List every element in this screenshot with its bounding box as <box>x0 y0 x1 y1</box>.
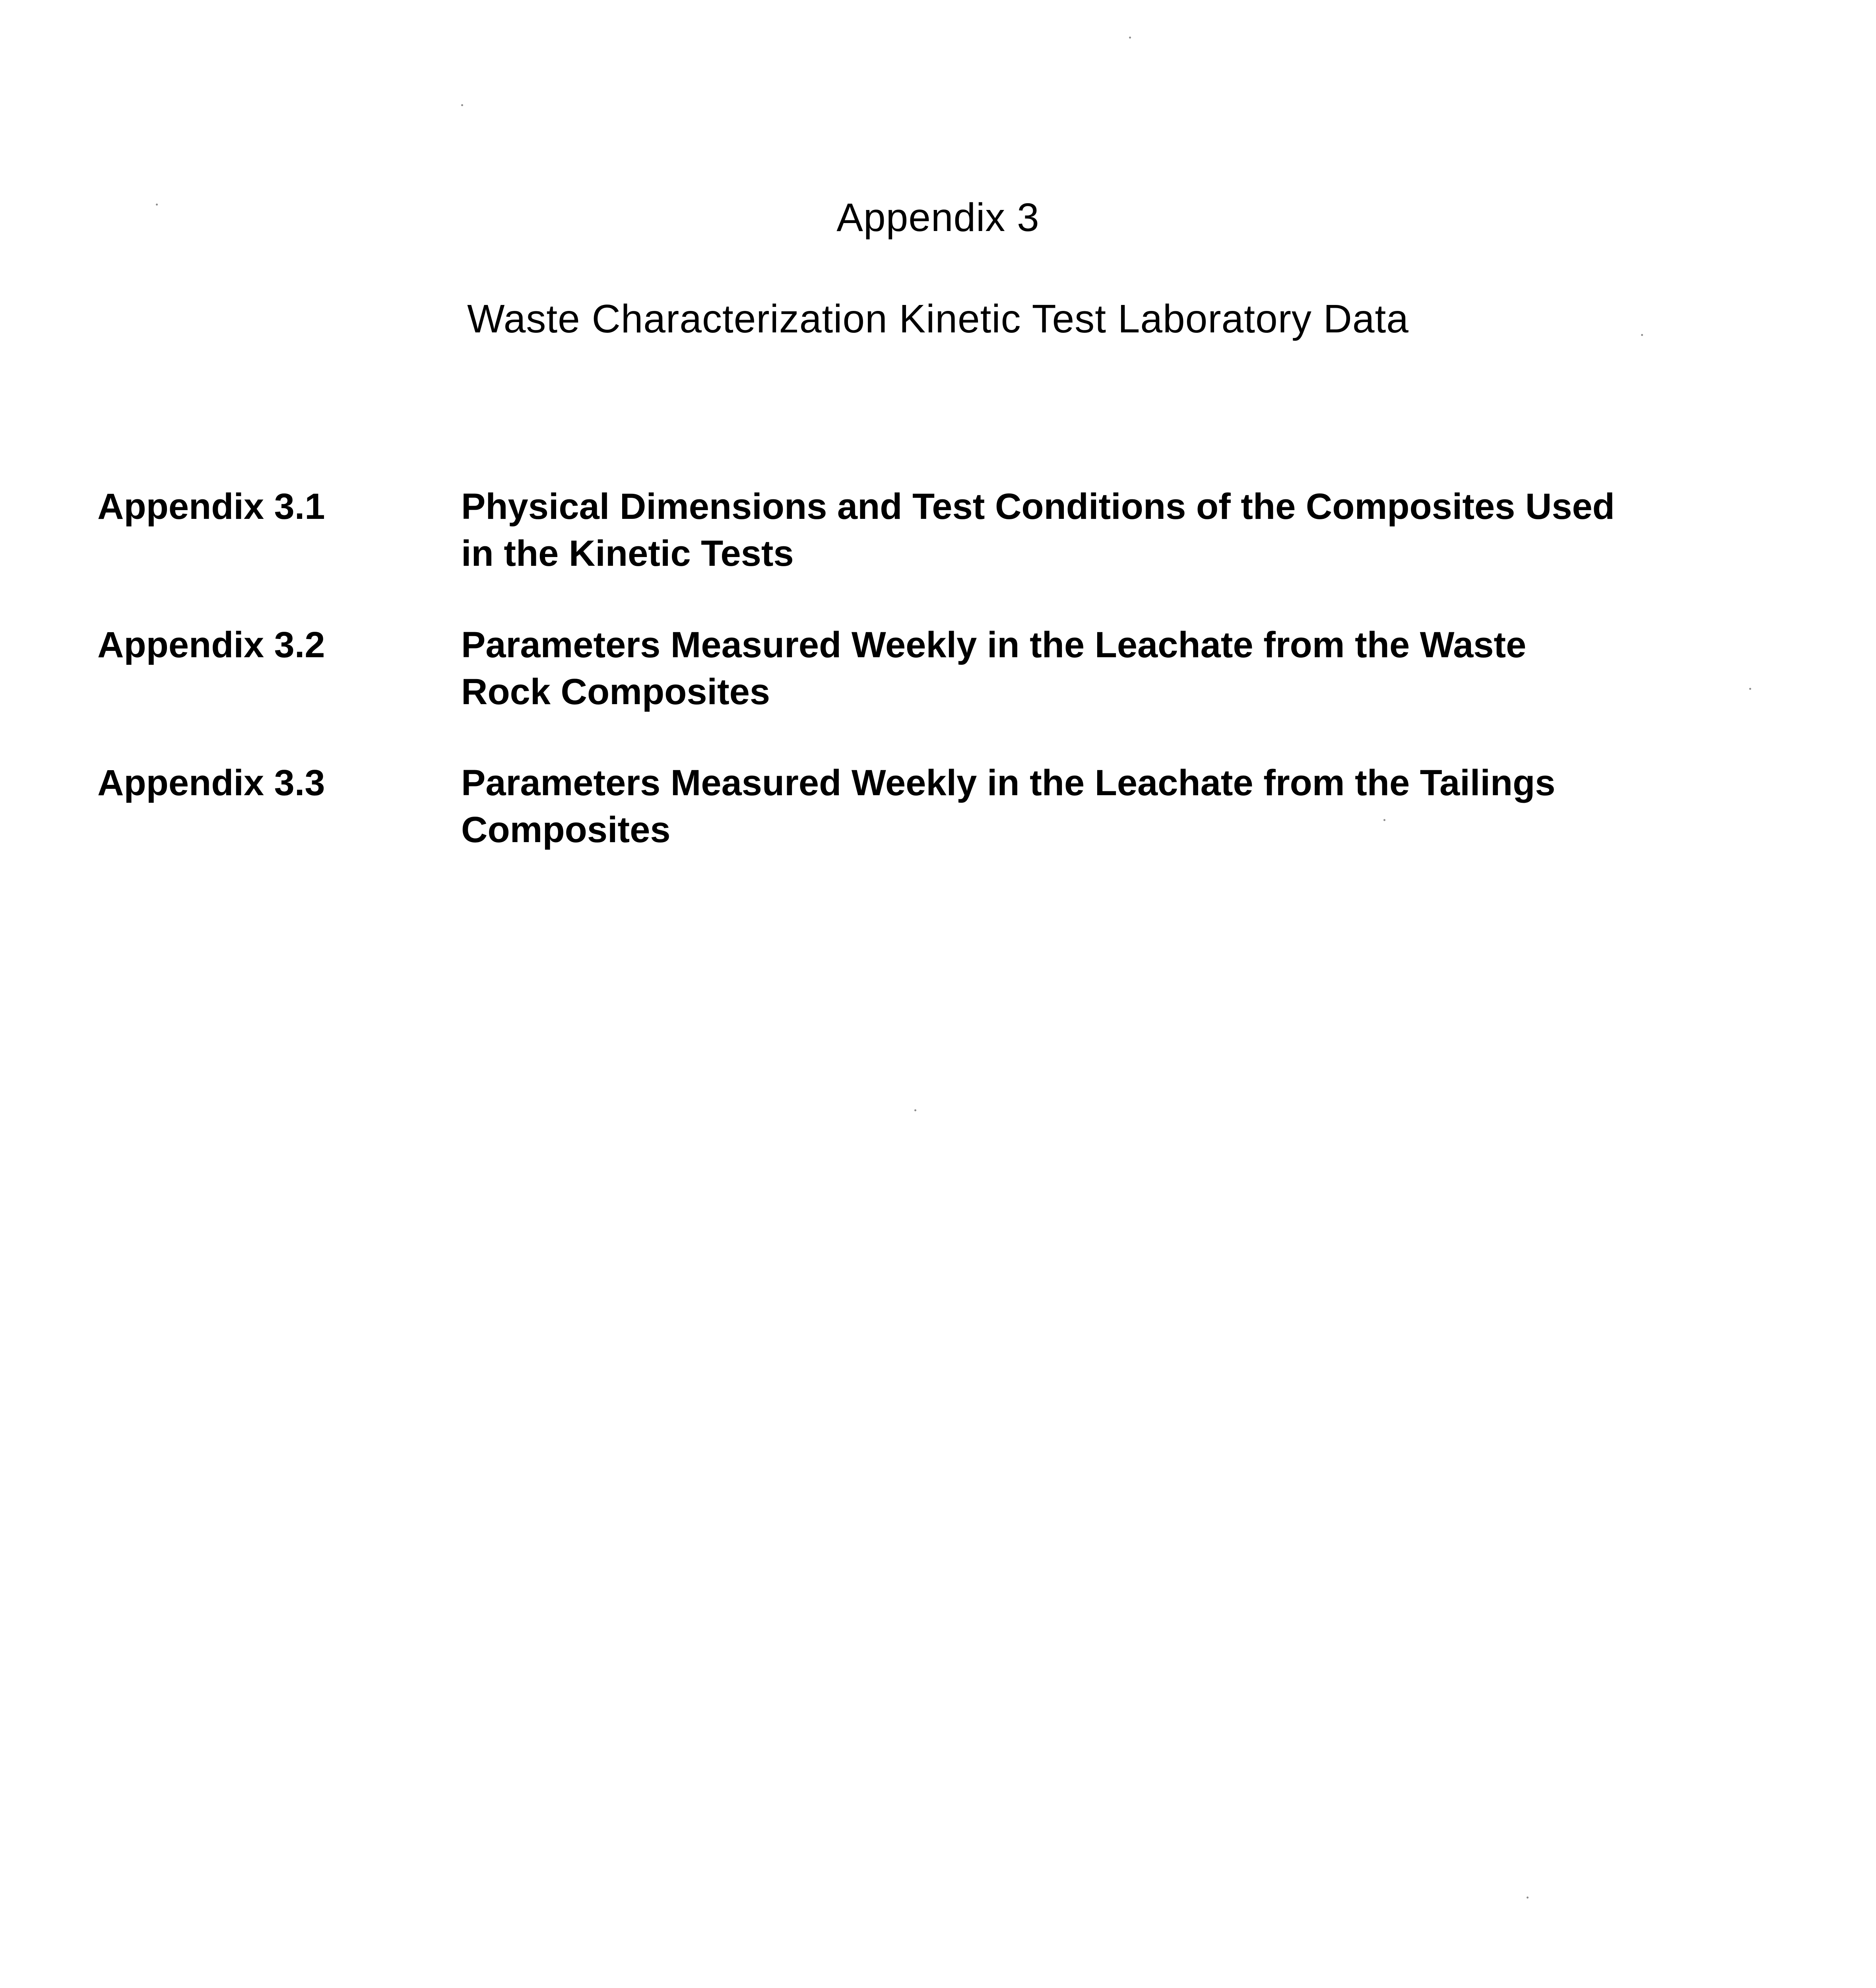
appendix-title-line: Composites <box>461 810 671 850</box>
scan-speck <box>1641 334 1643 336</box>
scan-speck <box>1527 1897 1529 1899</box>
appendix-number: Appendix 3.1 <box>97 486 325 527</box>
appendix-title <box>461 483 1773 577</box>
scan-speck <box>1129 37 1131 39</box>
page-subtitle: Waste Characterization Kinetic Test Laboratory Data <box>467 297 1409 341</box>
appendix-title <box>461 621 1773 715</box>
appendix-title-line: Parameters Measured Weekly in the Leachate from the Waste <box>461 625 1527 665</box>
appendix-title-line: Rock Composites <box>461 672 770 712</box>
scan-speck <box>1749 688 1751 690</box>
appendix-title-line: in the Kinetic Tests <box>461 533 794 574</box>
scan-speck <box>461 104 463 106</box>
scan-speck <box>1383 819 1385 821</box>
list-item <box>0 759 1876 867</box>
appendix-title-line: Parameters Measured Weekly in the Leachate from the Tailings <box>461 763 1556 803</box>
page-title: Appendix 3 <box>836 195 1040 240</box>
list-item <box>0 483 1876 590</box>
appendix-title-line: Physical Dimensions and Test Conditions of the Composites Used <box>461 486 1615 527</box>
appendix-number: Appendix 3.2 <box>97 625 325 665</box>
scan-speck <box>156 204 158 206</box>
appendix-number: Appendix 3.3 <box>97 763 325 803</box>
appendix-title <box>461 759 1773 853</box>
scan-speck <box>914 1109 916 1111</box>
list-item <box>0 621 1876 729</box>
